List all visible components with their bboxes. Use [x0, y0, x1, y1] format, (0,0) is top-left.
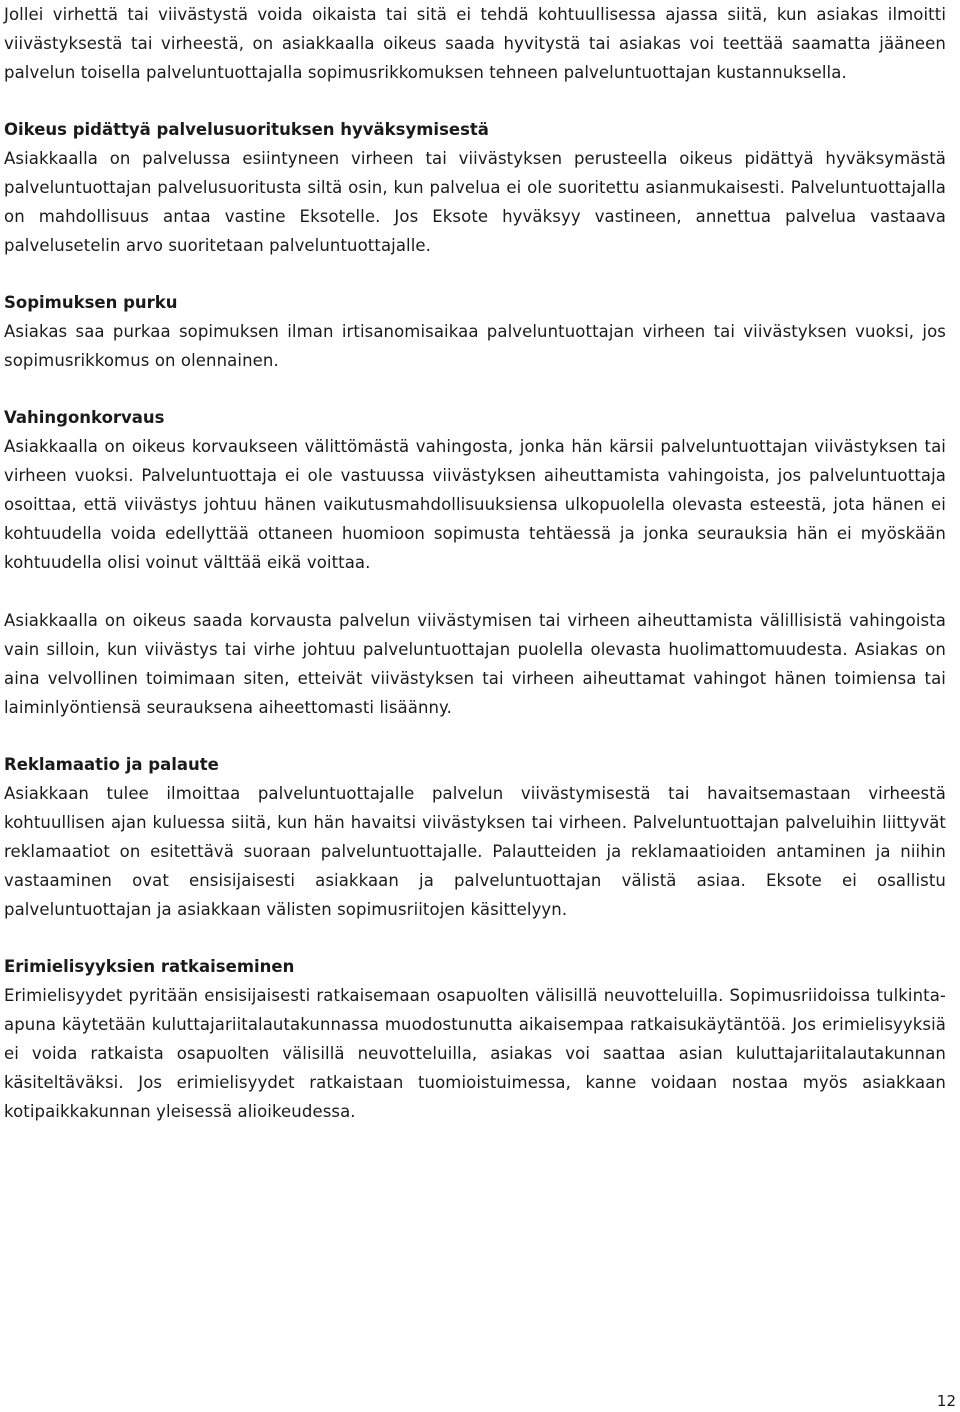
- section-heading: Oikeus pidättyä palvelusuorituksen hyväksymisestä: [4, 120, 489, 139]
- section-paragraph: Erimielisyydet pyritään ensisijaisesti ratkaisemaan osapuolten välisillä neuvotteluilla. Sopimusriidoissa tulkinta-apuna käytetään kuluttajariitalautakunnassa muodostunutta aikaisempaa ratkaisukäytäntöä. Jos erimielisyyksiä ei voida ratkaista osapuolten välisillä neuvotteluilla, asiakas voi saattaa asian kuluttajariitalautakunnan käsiteltäväksi. Jos erimielisyydet ratkaistaan tuomioistuimessa, kanne voidaan nostaa myös asiakkaan kotipaikkakunnan yleisessä alioikeudessa.: [4, 986, 946, 1121]
- section-paragraph: Asiakas saa purkaa sopimuksen ilman irtisanomisaikaa palveluntuottajan virheen tai viivästyksen vuoksi, jos sopimusrikkomus on olennainen.: [4, 322, 946, 370]
- section-heading: Sopimuksen purku: [4, 293, 178, 312]
- intro-paragraph: Jollei virhettä tai viivästystä voida oikaista tai sitä ei tehdä kohtuullisessa ajassa siitä, kun asiakas ilmoitti viivästyksestä tai virheestä, on asiakkaalla oikeus saada hyvitystä tai asiakas voi teettää saamatta jääneen palvelun toisella palveluntuottajalla sopimusrikkomuksen tehneen palveluntuottajan kustannuksella.: [4, 5, 946, 82]
- section-contract-termination: [4, 288, 946, 375]
- section-damages: [4, 403, 946, 722]
- section-paragraph: Asiakkaalla on oikeus korvaukseen välittömästä vahingosta, jonka hän kärsii palveluntuottajan viivästyksen tai virheen vuoksi. Palveluntuottaja ei ole vastuussa viivästyksen aiheuttamista vahingoista, jos palveluntuottaja osoittaa, että viivästys johtuu hänen vaikutusmahdollisuuksiensa ulkopuolella olevasta esteestä, jota hänen ei kohtuudella voida edellyttää ottaneen huomioon sopimusta tehtäessä ja jonka seurauksia hän ei myöskään kohtuudella olisi voinut välttää eikä voittaa.: [4, 437, 946, 572]
- section-dispute-resolution: [4, 952, 946, 1126]
- section-heading: Vahingonkorvaus: [4, 408, 165, 427]
- section-paragraph: Asiakkaalla on palvelussa esiintyneen virheen tai viivästyksen perusteella oikeus pidättyä hyväksymästä palveluntuottajan palvelusuoritusta siltä osin, kun palvelua ei ole suoritettu asianmukaisesti. Palveluntuottajalla on mahdollisuus antaa vastine Eksotelle. Jos Eksote hyväksyy vastineen, annettua palvelua vastaava palvelusetelin arvo suoritetaan palveluntuottajalle.: [4, 149, 946, 255]
- section-heading: Erimielisyyksien ratkaiseminen: [4, 957, 295, 976]
- page-number: 12: [936, 1392, 956, 1410]
- section-complaints-feedback: [4, 750, 946, 924]
- section-paragraph: Asiakkaan tulee ilmoittaa palveluntuottajalle palvelun viivästymisestä tai havaitsemastaan virheestä kohtuullisen ajan kuluessa siitä, kun hän havaitsi viivästyksen tai virheen. Palveluntuottajan palveluihin liittyvät reklamaatiot on esitettävä suoraan palveluntuottajalle. Palautteiden ja reklamaatioiden antaminen ja niihin vastaaminen ovat ensisijaisesti asiakkaan ja palveluntuottajan välistä asiaa. Eksote ei osallistu palveluntuottajan ja asiakkaan välisten sopimusriitojen käsittelyyn.: [4, 784, 946, 919]
- section-heading: Reklamaatio ja palaute: [4, 755, 219, 774]
- section-paragraph: Asiakkaalla on oikeus saada korvausta palvelun viivästymisen tai virheen aiheuttamista välillisistä vahingoista vain silloin, kun viivästys tai virhe johtuu palveluntuottajan puolella olevasta huolimattomuudesta. Asiakas on aina velvollinen toimimaan siten, etteivät viivästyksen tai virheen aiheuttamat vahingot hänen toimiensa tai laiminlyöntiensä seurauksena aiheettomasti lisäänny.: [4, 611, 946, 717]
- document-page: [4, 0, 946, 1126]
- section-withhold-acceptance: [4, 115, 946, 260]
